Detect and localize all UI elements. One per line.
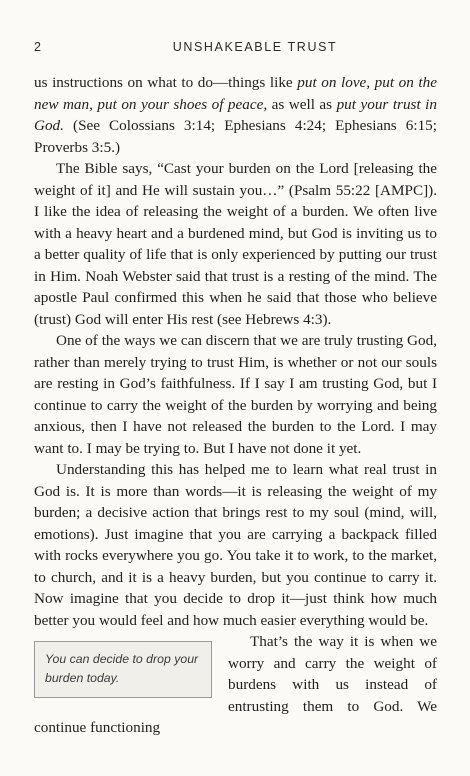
running-head [34, 40, 436, 60]
paragraph-1-text-b: as well as [267, 95, 337, 113]
page-number: 2 [34, 40, 43, 54]
pull-quote-box [34, 641, 212, 698]
paragraph-3: One of the ways we can discern that we are truly trusting God, rather than merely trying to trust Him, is whether or not our souls are resting in God’s faithfulness. If I say I am trusting God, but I continue to carry the weight of the burden by worrying and being anxious, then I have not released the burden to the Lord. I may want to. I may be trying to. But I have not done it yet. [34, 332, 437, 457]
paragraph-1-italic-a: put on love, put on the new man, put on your shoes of peace, [34, 74, 437, 113]
paragraph-1-text-c: (See Colossians 3:14; Ephesians 4:24; Ephesians 6:15; Proverbs 3:5.) [34, 117, 437, 156]
paragraph-4: Understanding this has helped me to learn what real trust in God is. It is more than words—it is releasing the weight of my burden; a decisive action that brings rest to my soul (mind, will, emotions). Just imagine that you are carrying a backpack filled with rocks everywhere you go. You take it to work, to the market, to church, and it is a heavy burden, but you continue to carry it. Now imagine that you decide to drop it—just think how much better you would feel and how much easier everything would be. [34, 461, 437, 629]
paragraph-5: That’s the way it is when we worry and carry the weight of burdens with us instead of entrusting them to God. We continue functioning [34, 633, 437, 736]
paragraph-1-text-a: us instructions on what to do—things like [34, 74, 298, 91]
pull-quote-text: You can decide to drop your burden today. [45, 652, 199, 685]
paragraph-2: The Bible says, “Cast your burden on the Lord [releasing the weight of it] and He will sustain you…” (Psalm 55:22 [AMPC]). I like the idea of releasing the weight of a burden. We often live with a heavy heart and a burdened mind, but God is inviting us to a better quality of life that is only experienced by putting our trust in Him. Noah Webster said that trust is a resting of the mind. The apostle Paul confirmed this when he said that those who believe (trust) God will enter His rest (see Hebrews 4:3). [34, 160, 437, 328]
body-text [34, 72, 437, 739]
paragraph-1 [34, 72, 437, 158]
paragraph-1-italic-b: put your trust in God. [34, 95, 437, 134]
running-title: UNSHAKEABLE TRUST [172, 40, 338, 54]
